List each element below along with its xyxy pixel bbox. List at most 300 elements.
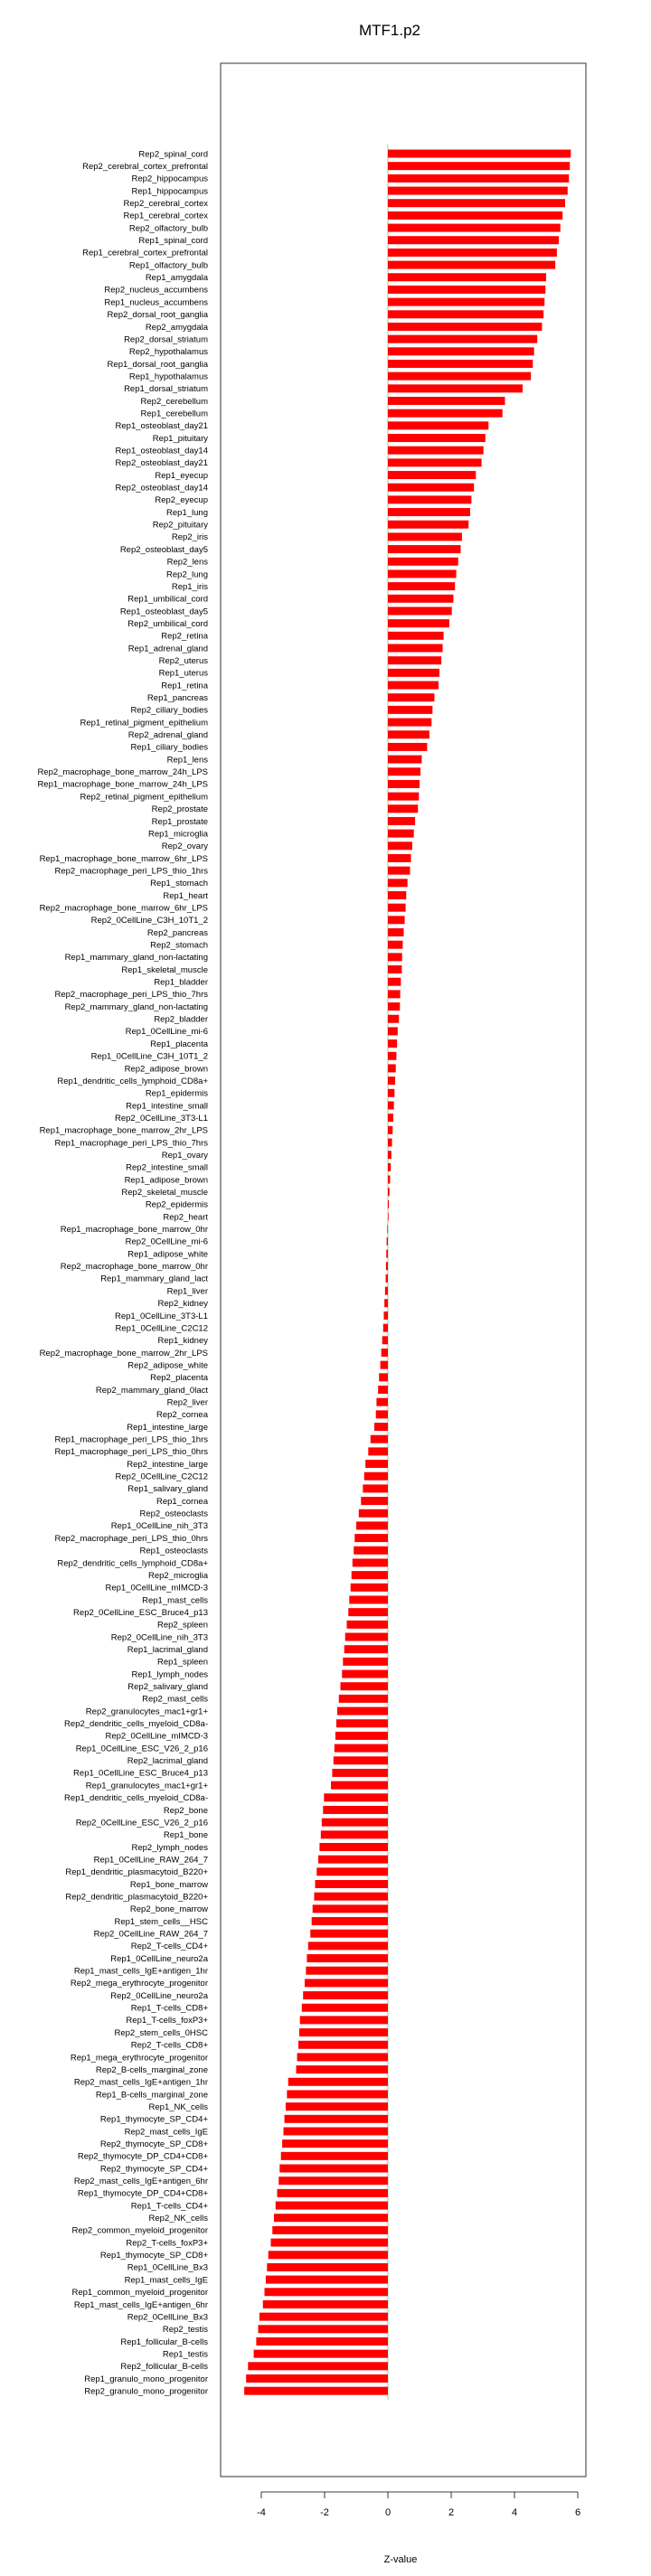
category-label: Rep1_cerebral_cortex_prefrontal [82,248,208,259]
category-label: Rep1_lacrimal_gland [127,1644,208,1655]
category-label: Rep2_0CellLine_mi-6 [125,1236,208,1247]
bar-Rep1_macrophage_bone_marrow_2hr_LPS [388,1126,392,1134]
bar-Rep1_retina [388,682,439,690]
category-label: Rep1_mega_erythrocyte_progenitor [70,2053,208,2064]
category-label: Rep2_ovary [161,841,208,852]
bar-Rep1_mammary_gland_lact [386,1274,388,1283]
bar-Rep2_granulo_mono_progenitor [244,2387,388,2395]
category-label: Rep2_hippocampus [131,174,208,184]
bar-Rep1_0CellLine_mi-6 [388,1027,398,1035]
category-label: Rep2_lymph_nodes [131,1842,208,1853]
category-label: Rep1_macrophage_peri_LPS_thio_0hrs [54,1447,208,1458]
bar-Rep2_mast_cells_IgE+antigen_1hr [288,2078,388,2086]
category-label: Rep1_olfactory_bulb [128,260,208,271]
category-label: Rep2_dendritic_plasmacytoid_B220+ [65,1892,208,1903]
category-label: Rep1_skeletal_muscle [121,964,208,975]
bar-Rep1_dorsal_root_ganglia [388,360,533,368]
category-label: Rep2_stem_cells_0HSC [114,2027,208,2038]
bar-Rep2_0CellLine_Bx3 [259,2313,388,2321]
bar-Rep1_0CellLine_neuro2a [307,1954,388,1962]
category-label: Rep1_macrophage_peri_LPS_thio_7hrs [54,1138,208,1149]
bar-Rep1_dendritic_plasmacytoid_B220+ [316,1867,388,1876]
bar-Rep2_umbilical_cord [388,619,449,627]
bar-Rep2_0CellLine_3T3-L1 [388,1114,393,1122]
bar-Rep1_cerebral_cortex_prefrontal [388,249,557,257]
category-label: Rep2_heart [163,1212,208,1223]
bar-Rep1_olfactory_bulb [388,261,555,269]
bar-Rep1_macrophage_bone_marrow_6hr_LPS [388,854,411,862]
bar-Rep2_hypothalamus [388,347,534,355]
bar-Rep2_macrophage_peri_LPS_thio_0hrs [354,1534,388,1542]
bar-Rep1_cerebral_cortex [388,212,562,220]
bar-Rep2_spleen [347,1621,389,1629]
category-label: Rep2_thymocyte_SP_CD4+ [99,2164,208,2175]
bar-Rep1_bladder [388,978,401,986]
category-label: Rep2_T-cells_CD8+ [130,2040,208,2051]
bar-Rep2_0CellLine_nih_3T3 [345,1633,388,1641]
category-label: Rep1_adipose_white [127,1249,208,1260]
bar-Rep2_0CellLine_ESC_Bruce4_p13 [348,1608,388,1616]
category-label: Rep2_osteoblast_day14 [115,483,208,494]
category-label: Rep1_osteoblast_day5 [119,606,208,617]
category-label: Rep2_kidney [157,1299,208,1310]
bar-Rep2_lacrimal_gland [334,1756,388,1764]
category-label: Rep2_bone [163,1805,208,1816]
category-label: Rep2_follicular_B-cells [120,2362,208,2373]
bar-Rep1_T-cells_foxP3+ [300,2016,388,2024]
category-label: Rep1_lymph_nodes [131,1669,208,1680]
bar-Rep2_stomach [388,941,402,949]
category-label: Rep1_placenta [150,1039,208,1049]
category-label: Rep1_macrophage_bone_marrow_0hr [60,1225,208,1236]
bar-Rep1_prostate [388,817,415,825]
bar-Rep2_testis [259,2325,389,2333]
bar-Rep1_follicular_B-cells [256,2337,388,2346]
category-label: Rep2_mammary_gland_non-lactating [64,1001,208,1012]
category-label: Rep2_macrophage_peri_LPS_thio_0hrs [54,1533,208,1544]
category-label: Rep1_iris [171,581,208,592]
bar-Rep2_macrophage_bone_marrow_0hr [386,1262,388,1270]
category-label: Rep1_NK_cells [148,2101,208,2112]
bar-Rep1_epidermis [388,1089,394,1097]
category-label: Rep1_adipose_brown [124,1175,208,1186]
category-label: Rep1_retina [161,681,208,691]
category-label: Rep1_mammary_gland_non-lactating [64,953,208,964]
category-label: Rep1_dorsal_striatum [124,384,208,395]
category-label: Rep1_osteoblast_day14 [115,446,208,456]
bar-Rep2_amygdala [388,323,542,331]
bar-Rep1_T-cells_CD4+ [276,2202,388,2210]
x-tick-label: 4 [511,2507,518,2518]
category-label: Rep1_0CellLine_C3H_10T1_2 [90,1051,208,1062]
bar-Rep1_cerebellum [388,409,503,418]
bar-Rep1_0CellLine_C2C12 [383,1324,388,1332]
bar-Rep1_ciliary_bodies [388,743,427,751]
category-label: Rep1_lens [166,755,208,766]
category-label: Rep2_spleen [157,1620,208,1631]
bar-Rep2_ciliary_bodies [388,706,432,714]
category-label: Rep1_0CellLine_neuro2a [110,1953,208,1964]
category-label: Rep2_adipose_brown [124,1064,208,1075]
category-label: Rep1_cerebral_cortex [123,211,208,221]
category-label: Rep1_pituitary [152,433,208,444]
bar-Rep1_nucleus_accumbens [388,298,544,306]
bar-Rep2_macrophage_bone_marrow_6hr_LPS [388,904,406,912]
bar-Rep1_0CellLine_Bx3 [267,2263,388,2271]
bar-Rep1_stomach [388,879,408,887]
category-label: Rep1_bone [163,1830,208,1841]
bar-Rep1_adrenal_gland [388,644,443,653]
category-label: Rep1_bone_marrow [129,1879,208,1890]
category-label: Rep1_dendritic_cells_myeloid_CD8a- [64,1793,208,1804]
bar-Rep2_bone_marrow [313,1904,388,1913]
bar-Rep2_dendritic_cells_lymphoid_CD8a+ [353,1558,388,1566]
bar-Rep1_heart [388,891,406,899]
category-label: Rep1_ciliary_bodies [130,742,208,753]
category-label: Rep2_bladder [154,1014,208,1025]
category-label: Rep1_nucleus_accumbens [104,297,208,308]
category-label: Rep2_dendritic_cells_myeloid_CD8a- [64,1719,208,1730]
category-label: Rep2_iris [171,532,208,543]
category-label: Rep2_salivary_gland [127,1682,208,1692]
bar-Rep1_macrophage_peri_LPS_thio_1hrs [371,1435,388,1443]
bar-Rep2_common_myeloid_progenitor [272,2226,388,2234]
category-label: Rep2_0CellLine_nih_3T3 [110,1632,208,1643]
bar-Rep2_T-cells_foxP3+ [271,2239,389,2247]
category-label: Rep2_granulo_mono_progenitor [84,2386,208,2397]
category-label: Rep2_0CellLine_neuro2a [110,1990,208,2001]
category-label: Rep2_T-cells_CD4+ [130,1941,208,1952]
bar-Rep2_macrophage_peri_LPS_thio_7hrs [388,990,401,998]
category-label: Rep2_macrophage_peri_LPS_thio_1hrs [54,866,208,877]
bars-group [244,150,571,2395]
category-label: Rep1_pancreas [146,693,208,703]
bar-Rep1_thymocyte_DP_CD4+CD8+ [278,2189,389,2197]
bar-Rep2_placenta [379,1373,388,1381]
bar-Rep2_retina [388,632,444,640]
bar-Rep2_nucleus_accumbens [388,286,545,294]
category-label: Rep2_testis [162,2325,208,2336]
bar-Rep1_intestine_large [374,1423,388,1431]
category-label: Rep2_umbilical_cord [127,618,208,629]
bar-Rep2_iris [388,532,462,541]
category-label: Rep1_mammary_gland_lact [100,1274,208,1284]
bar-Rep1_osteoblast_day14 [388,447,484,455]
bar-Rep2_spinal_cord [388,150,571,158]
bar-Rep1_pancreas [388,693,434,701]
bar-Rep2_lymph_nodes [319,1843,388,1851]
bar-Rep2_adrenal_gland [388,730,429,738]
category-label: Rep1_spinal_cord [138,236,208,247]
bar-Rep2_osteoblast_day14 [388,484,474,492]
category-label: Rep1_kidney [157,1336,208,1347]
category-label: Rep1_dendritic_cells_lymphoid_CD8a+ [57,1076,208,1086]
category-label: Rep1_spleen [157,1657,208,1668]
bar-Rep2_macrophage_peri_LPS_thio_1hrs [388,867,410,875]
bar-Rep2_osteoblast_day5 [388,545,461,553]
bar-Rep1_mammary_gland_non-lactating [388,953,402,961]
chart-title: MTF1.p2 [358,22,421,39]
category-label: Rep1_follicular_B-cells [120,2336,208,2347]
bar-Rep1_bone [321,1830,388,1838]
category-label: Rep2_macrophage_bone_marrow_6hr_LPS [39,903,208,914]
bar-Rep2_mast_cells_IgE+antigen_6hr [278,2176,388,2185]
bar-Rep2_salivary_gland [341,1682,389,1690]
bar-Rep1_microglia [388,830,414,838]
bar-Rep1_0CellLine_C3H_10T1_2 [388,1052,396,1060]
bar-Rep2_uterus [388,656,441,664]
bar-Rep2_prostate [388,804,418,813]
bar-Rep2_T-cells_CD4+ [308,1941,388,1950]
bar-Rep1_dorsal_striatum [388,384,523,392]
bar-Rep2_mammary_gland_non-lactating [388,1002,400,1011]
bar-Rep2_mammary_gland_0lact [378,1386,388,1394]
category-label: Rep1_hypothalamus [128,371,208,382]
category-label: Rep1_0CellLine_ESC_Bruce4_p13 [73,1768,208,1779]
category-label: Rep2_retinal_pigment_epithelium [80,792,208,803]
category-label: Rep2_0CellLine_ESC_V26_2_p16 [75,1818,208,1829]
category-label: Rep2_osteoblast_day5 [119,544,208,555]
category-label: Rep2_spinal_cord [138,149,208,160]
category-label: Rep1_common_myeloid_progenitor [71,2288,208,2299]
x-axis-title: Z-value [383,2554,418,2565]
bar-Rep1_0CellLine_mIMCD-3 [351,1584,388,1592]
category-label: Rep1_cerebellum [140,409,208,419]
bar-Rep1_amygdala [388,273,546,281]
category-label: Rep2_granulocytes_mac1+gr1+ [85,1706,208,1717]
bar-Rep1_salivary_gland [363,1484,388,1492]
category-label: Rep2_0CellLine_RAW_264_7 [93,1929,208,1940]
bar-Rep1_macrophage_peri_LPS_thio_7hrs [388,1139,392,1147]
bar-Rep1_ovary [388,1151,392,1159]
category-label: Rep1_intestine_large [127,1422,208,1433]
bar-Rep2_NK_cells [274,2214,388,2222]
category-label: Rep2_pituitary [152,520,208,531]
category-label: Rep1_0CellLine_Bx3 [127,2262,208,2273]
category-label: Rep1_macrophage_bone_marrow_2hr_LPS [39,1125,208,1136]
category-label: Rep1_macrophage_bone_marrow_6hr_LPS [39,853,208,864]
category-label: Rep1_thymocyte_SP_CD4+ [99,2114,208,2125]
bar-Rep1_umbilical_cord [388,595,453,603]
bar-Rep1_stem_cells__HSC [312,1917,388,1925]
category-label: Rep2_0CellLine_Bx3 [127,2312,208,2323]
bar-Rep2_lens [388,558,458,566]
category-label: Rep2_pancreas [146,927,208,938]
category-label: Rep2_dorsal_striatum [124,334,208,345]
category-label: Rep2_mast_cells_IgE+antigen_6hr [73,2176,208,2186]
bar-Rep1_mast_cells [349,1595,388,1603]
category-label: Rep1_mast_cells_IgE+antigen_1hr [73,1966,208,1977]
bar-Rep2_thymocyte_SP_CD8+ [282,2139,388,2148]
bar-Rep1_macrophage_bone_marrow_0hr [387,1225,388,1233]
bar-Rep2_mast_cells_IgE [284,2128,389,2136]
bar-Rep2_0CellLine_C3H_10T1_2 [388,916,405,924]
category-label: Rep1_0CellLine_mIMCD-3 [105,1583,208,1594]
category-label: Rep2_cerebral_cortex_prefrontal [82,161,208,172]
bar-Rep1_0CellLine_3T3-L1 [383,1312,388,1320]
bar-Rep1_lung [388,508,470,516]
bar-Rep1_0CellLine_nih_3T3 [356,1521,388,1529]
category-label: Rep2_bone_marrow [129,1904,208,1915]
category-label: Rep2_uterus [158,655,208,666]
bar-Rep2_0CellLine_neuro2a [303,1991,388,1999]
bar-Rep2_dendritic_plasmacytoid_B220+ [314,1893,388,1901]
bar-Rep2_stem_cells_0HSC [299,2028,388,2036]
bar-Rep1_B-cells_marginal_zone [287,2090,388,2098]
bar-Rep2_hippocampus [388,174,569,183]
bar-Rep2_dorsal_striatum [388,335,537,343]
category-label: Rep1_0CellLine_mi-6 [125,1027,208,1038]
category-label: Rep1_osteoclasts [139,1546,208,1556]
category-label: Rep2_ciliary_bodies [130,705,208,716]
bar-Rep1_liver [385,1287,388,1295]
bar-Rep2_skeletal_muscle [388,1188,390,1196]
category-label: Rep2_retina [161,631,208,642]
bar-Rep2_0CellLine_mi-6 [387,1237,388,1246]
bar-Rep2_mast_cells [339,1695,388,1703]
bar-Rep1_uterus [388,669,439,677]
bar-Rep1_lens [388,756,421,764]
bar-Rep2_kidney [384,1299,388,1307]
category-label: Rep2_macrophage_bone_marrow_24h_LPS [37,767,208,778]
category-label: Rep2_macrophage_bone_marrow_2hr_LPS [39,1348,208,1359]
bar-Rep1_pituitary [388,434,486,442]
category-label: Rep2_stomach [150,940,208,951]
bar-Rep1_adipose_brown [388,1176,390,1184]
bar-Rep2_pancreas [388,928,404,936]
category-label: Rep1_mast_cells_IgE [124,2275,208,2286]
category-label: Rep2_prostate [151,804,208,815]
bar-Rep1_lacrimal_gland [344,1645,388,1653]
category-label: Rep2_intestine_large [127,1459,208,1470]
category-label: Rep2_placenta [150,1373,208,1384]
bar-Rep1_retinal_pigment_epithelium [388,719,431,727]
bar-Rep1_mast_cells_IgE+antigen_1hr [306,1967,388,1975]
category-label: Rep2_thymocyte_DP_CD4+CD8+ [77,2151,208,2162]
category-label: Rep2_common_myeloid_progenitor [71,2225,208,2236]
bar-Rep1_thymocyte_SP_CD8+ [269,2251,388,2259]
category-label: Rep1_liver [166,1286,208,1297]
category-label: Rep1_osteoblast_day21 [115,421,208,432]
bar-Rep1_0CellLine_ESC_Bruce4_p13 [332,1769,388,1777]
category-label: Rep1_intestine_small [126,1101,208,1112]
category-label: Rep1_T-cells_CD8+ [130,2003,208,2014]
category-label: Rep1_bladder [154,977,208,988]
bar-Rep1_osteoclasts [354,1547,388,1555]
category-label: Rep2_adrenal_gland [127,730,208,741]
category-label: Rep2_mast_cells_IgE+antigen_1hr [73,2077,208,2088]
category-label: Rep1_macrophage_peri_LPS_thio_1hrs [54,1434,208,1445]
bar-Rep2_olfactory_bulb [388,224,561,232]
category-label: Rep2_B-cells_marginal_zone [95,2064,208,2075]
bar-Rep1_spinal_cord [388,236,559,244]
category-label: Rep2_olfactory_bulb [128,223,208,234]
bar-Rep1_NK_cells [286,2102,388,2111]
bar-Rep2_mega_erythrocyte_progenitor [305,1979,388,1987]
category-label: Rep1_heart [163,890,208,901]
bar-Rep2_osteoblast_day21 [388,458,482,466]
bar-Rep2_cerebral_cortex [388,199,565,207]
bar-Rep2_0CellLine_ESC_V26_2_p16 [322,1819,388,1827]
category-label: Rep2_dendritic_cells_lymphoid_CD8a+ [57,1558,208,1569]
bar-Rep2_B-cells_marginal_zone [297,2065,389,2073]
category-label: Rep1_0CellLine_RAW_264_7 [93,1855,208,1866]
x-axis-ticks [257,2492,580,2518]
bar-Rep2_adipose_white [381,1361,388,1369]
category-label: Rep2_dorsal_root_ganglia [107,310,208,321]
category-label: Rep2_mast_cells_IgE [124,2127,208,2138]
bar-Rep1_osteoblast_day5 [388,606,452,615]
category-label: Rep2_cornea [156,1410,208,1421]
category-label: Rep2_mammary_gland_0lact [95,1385,208,1396]
bar-Rep2_liver [376,1398,388,1406]
bar-Rep2_cerebellum [388,397,505,405]
bar-Rep1_mast_cells_IgE [266,2276,388,2284]
category-label: Rep1_uterus [158,668,208,679]
category-label: Rep2_microglia [147,1570,208,1581]
bar-Rep2_retinal_pigment_epithelium [388,793,419,801]
category-label: Rep1_lung [166,507,208,518]
bar-Rep1_spleen [343,1658,388,1666]
category-label: Rep2_lens [166,557,208,568]
category-label: Rep1_thymocyte_DP_CD4+CD8+ [77,2188,208,2199]
category-label: Rep1_0CellLine_C2C12 [115,1323,208,1334]
bar-Rep1_eyecup [388,471,476,479]
bar-Rep2_bladder [388,1015,399,1023]
category-label: Rep2_NK_cells [148,2214,208,2224]
category-label: Rep2_0CellLine_mIMCD-3 [105,1731,208,1742]
bar-Rep1_mast_cells_IgE+antigen_6hr [263,2300,388,2308]
category-label: Rep1_B-cells_marginal_zone [95,2090,208,2101]
category-label: Rep1_stem_cells__HSC [114,1916,208,1927]
bar-Rep1_cornea [361,1497,388,1505]
bar-Rep2_dendritic_cells_myeloid_CD8a- [336,1719,388,1727]
category-label: Rep1_hippocampus [131,186,208,197]
category-label: Rep1_microglia [147,829,208,840]
bar-Rep1_granulo_mono_progenitor [246,2374,388,2383]
bar-Rep2_macrophage_bone_marrow_24h_LPS [388,767,420,776]
bar-Rep1_T-cells_CD8+ [302,2004,388,2012]
bar-Rep2_intestine_small [388,1163,391,1171]
category-label: Rep1_epidermis [145,1088,208,1099]
bar-Rep2_follicular_B-cells [248,2362,388,2370]
bar-Rep2_lung [388,569,457,578]
category-label: Rep1_cornea [156,1496,208,1507]
category-label: Rep1_umbilical_cord [127,594,208,605]
category-label: Rep2_eyecup [155,495,208,506]
bar-Rep1_thymocyte_SP_CD4+ [285,2115,388,2123]
category-label: Rep1_T-cells_foxP3+ [126,2016,208,2026]
bar-Rep2_0CellLine_RAW_264_7 [310,1930,388,1938]
category-label: Rep2_macrophage_peri_LPS_thio_7hrs [54,990,208,1001]
x-tick-label: -4 [257,2507,266,2518]
x-tick-label: 2 [448,2507,455,2518]
category-label: Rep2_adipose_white [127,1360,208,1371]
category-label: Rep2_lung [166,569,208,580]
category-label: Rep2_lacrimal_gland [127,1756,208,1767]
bar-Rep1_common_myeloid_progenitor [265,2288,389,2296]
category-label: Rep2_T-cells_foxP3+ [126,2238,208,2249]
category-label: Rep1_granulocytes_mac1+gr1+ [85,1781,208,1791]
bar-Rep1_hypothalamus [388,372,531,381]
category-label: Rep2_0CellLine_ESC_Bruce4_p13 [73,1607,208,1618]
category-label: Rep1_prostate [151,816,208,827]
category-label: Rep1_testis [162,2349,208,2360]
bar-Rep1_iris [388,582,455,590]
bar-Rep1_granulocytes_mac1+gr1+ [331,1782,388,1790]
bar-Rep1_mega_erythrocyte_progenitor [297,2053,388,2061]
category-label: Rep1_0CellLine_3T3-L1 [115,1311,208,1321]
